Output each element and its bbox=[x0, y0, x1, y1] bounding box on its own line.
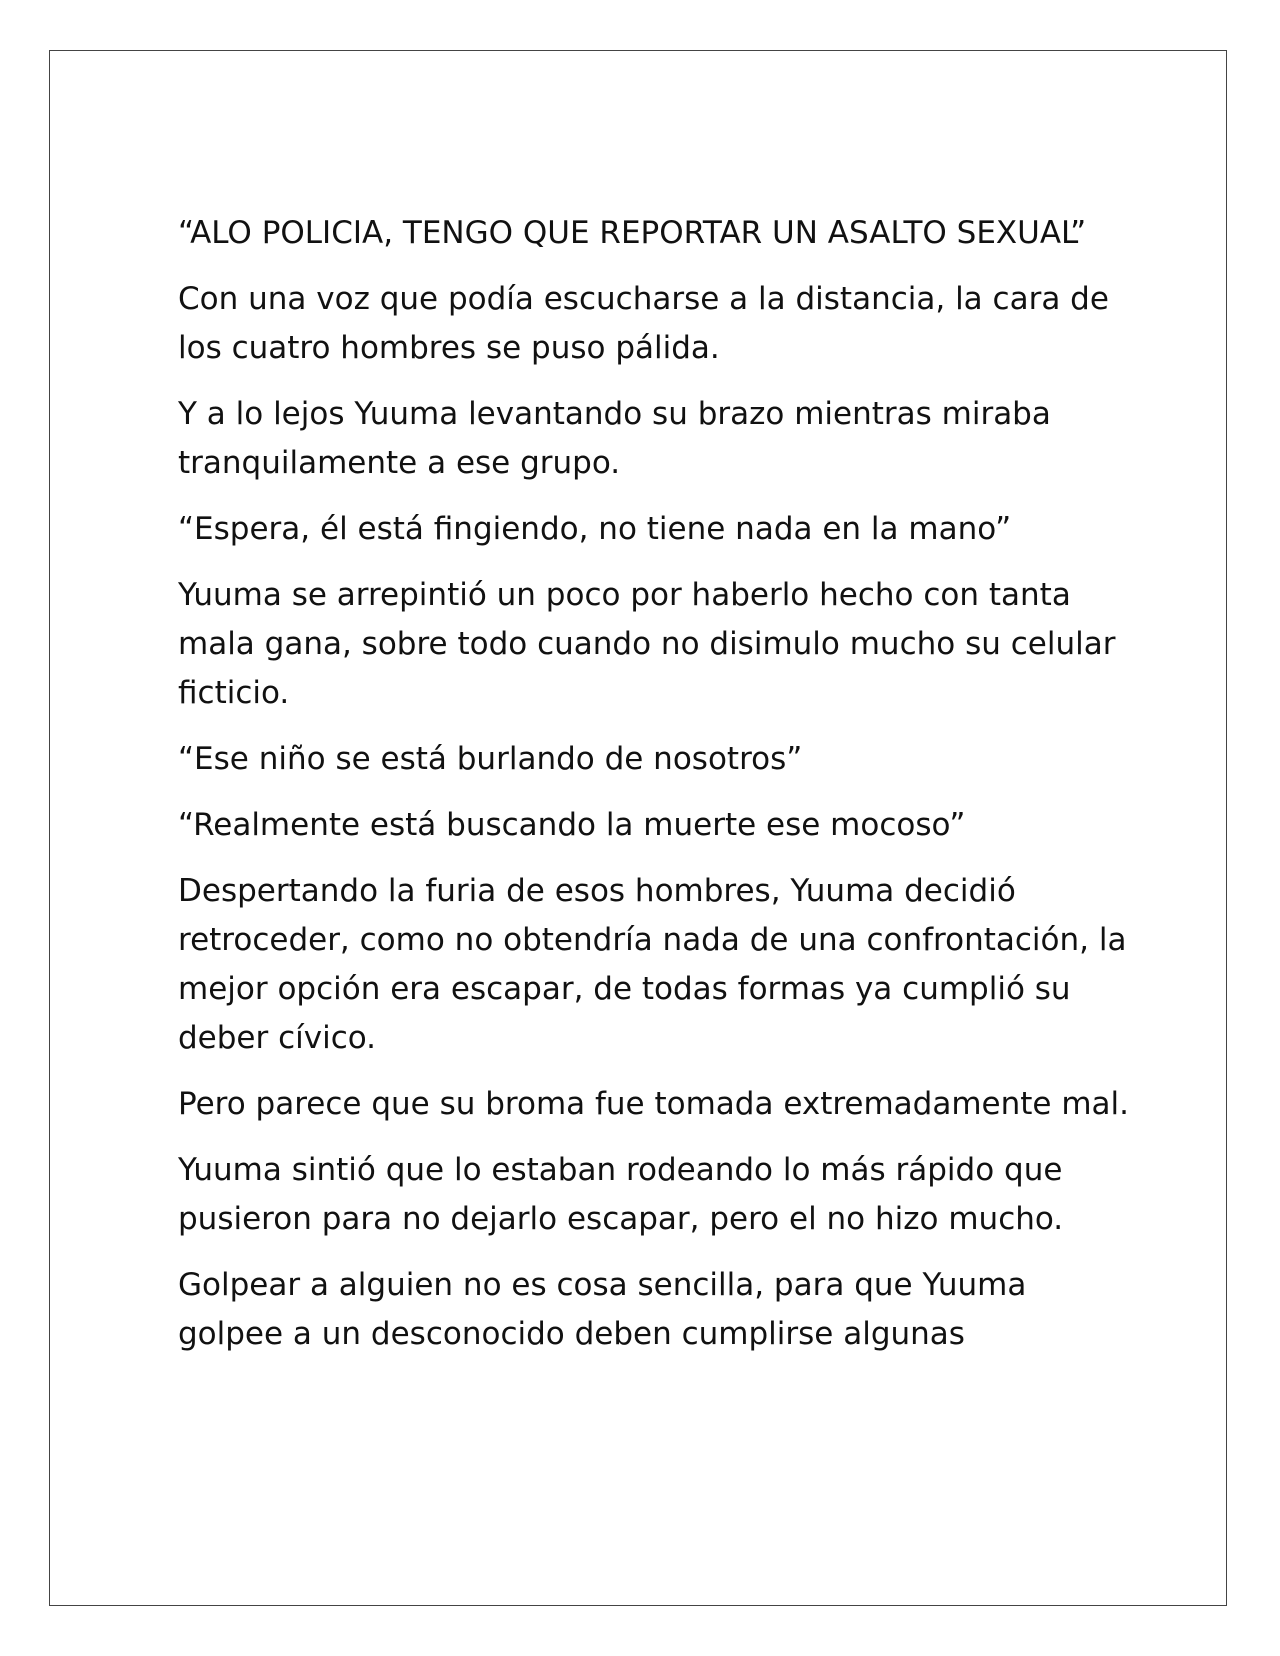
paragraph: Golpear a alguien no es cosa sencilla, para que Yuuma golpee a un desconocido deben cumplirse algunas bbox=[178, 1267, 1027, 1352]
paragraph: “Espera, él está fingiendo, no tiene nada en la mano” bbox=[178, 511, 1012, 547]
paragraph: “ALO POLICIA, TENGO QUE REPORTAR UN ASALTO SEXUAL” bbox=[178, 215, 1087, 251]
paragraph: Despertando la furia de esos hombres, Yuuma decidió retroceder, como no obtendría nada de una confrontación, la mejor opción era escapar, de todas formas ya cumplió su deber cívico. bbox=[178, 873, 1127, 1056]
paragraph: “Ese niño se está burlando de nosotros” bbox=[178, 741, 803, 777]
document-page bbox=[49, 50, 1227, 1606]
paragraph: “Realmente está buscando la muerte ese mocoso” bbox=[178, 807, 966, 843]
paragraph: Y a lo lejos Yuuma levantando su brazo mientras miraba tranquilamente a ese grupo. bbox=[178, 396, 1051, 481]
paragraph: Con una voz que podía escucharse a la distancia, la cara de los cuatro hombres se puso pálida. bbox=[178, 281, 1109, 366]
document-body bbox=[178, 209, 1138, 1376]
paragraph: Pero parece que su broma fue tomada extremadamente mal. bbox=[178, 1086, 1130, 1122]
paragraph: Yuuma sintió que lo estaban rodeando lo más rápido que pusieron para no dejarlo escapar, pero el no hizo mucho. bbox=[178, 1152, 1064, 1237]
paragraph: Yuuma se arrepintió un poco por haberlo hecho con tanta mala gana, sobre todo cuando no disimulo mucho su celular ficticio. bbox=[178, 577, 1116, 711]
